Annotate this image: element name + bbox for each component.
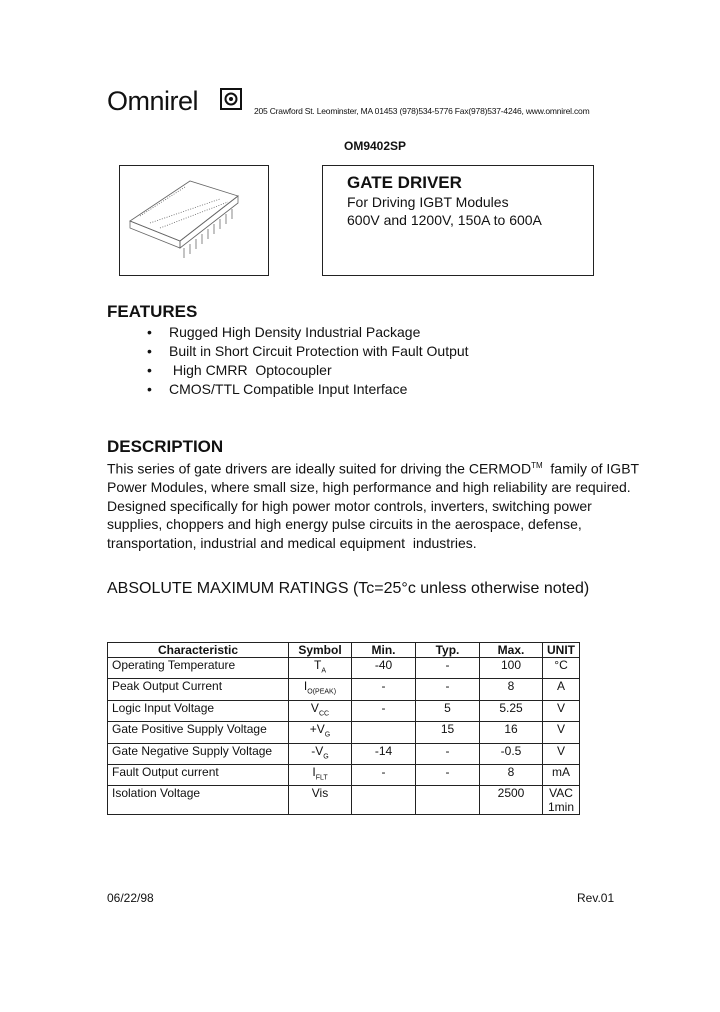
company-address: 205 Crawford St. Leominster, MA 01453 (978)534-5776 Fax(978)537-4246, www.omnirel.com	[254, 106, 590, 116]
omnirel-logo-icon	[220, 88, 242, 110]
column-header: Min.	[352, 643, 416, 658]
symbol-subscript: G	[323, 752, 329, 760]
characteristic-cell: Peak Output Current	[108, 679, 289, 700]
max-cell: 5.25	[480, 700, 543, 721]
max-cell: 8	[480, 679, 543, 700]
symbol-main: I	[312, 764, 316, 779]
symbol-subscript: FLT	[315, 774, 328, 782]
table-row	[108, 786, 580, 815]
product-subtitle-line1: For Driving IGBT Modules	[347, 194, 509, 210]
features-heading: FEATURES	[107, 302, 198, 321]
symbol-subscript: O(PEAK)	[307, 688, 337, 696]
table-row	[108, 722, 580, 743]
max-cell: -0.5	[480, 743, 543, 764]
description-paragraph	[107, 457, 647, 552]
symbol-main: -V	[311, 743, 324, 758]
characteristic-cell: Gate Positive Supply Voltage	[108, 722, 289, 743]
bullet: •	[147, 324, 152, 340]
feature-text: CMOS/TTL Compatible Input Interface	[169, 381, 408, 397]
typ-cell	[416, 786, 480, 815]
bullet: •	[147, 343, 152, 359]
document-date: 06/22/98	[107, 891, 154, 905]
symbol-cell	[289, 700, 352, 721]
description-text-start: This series of gate drivers are ideally suited for driving the CERMOD	[107, 460, 532, 477]
max-cell: 2500	[480, 786, 543, 815]
symbol-cell	[289, 722, 352, 743]
min-cell: -	[352, 679, 416, 700]
min-cell: -	[352, 764, 416, 785]
feature-text: Rugged High Density Industrial Package	[169, 324, 421, 340]
description-heading: DESCRIPTION	[107, 437, 224, 456]
feature-text: Built in Short Circuit Protection with Fault Output	[169, 343, 469, 359]
typ-cell: 5	[416, 700, 480, 721]
table-row	[108, 764, 580, 785]
characteristic-cell: Logic Input Voltage	[108, 700, 289, 721]
symbol-main: I	[303, 679, 308, 694]
unit-cell: V	[543, 743, 580, 764]
max-cell: 16	[480, 722, 543, 743]
typ-cell: -	[416, 658, 480, 679]
max-cell: 8	[480, 764, 543, 785]
typ-cell: -	[416, 764, 480, 785]
characteristic-cell: Isolation Voltage	[108, 786, 289, 815]
symbol-cell	[289, 679, 352, 700]
bullet: •	[147, 362, 152, 378]
characteristic-cell: Fault Output current	[108, 764, 289, 785]
symbol-cell	[289, 764, 352, 785]
description-text-end: family of IGBT Power Modules, where small size, high performance and high reliability are required. Designed specifically for high power motor controls, inverters, switching power supplies, choppers and high energy pulse circuits in the aerospace, defense, transportation, industrial and medical equipment industries.	[107, 460, 643, 551]
min-cell: -40	[352, 658, 416, 679]
column-header: Symbol	[289, 643, 352, 658]
min-cell: -14	[352, 743, 416, 764]
feature-item	[147, 380, 469, 399]
column-header: Max.	[480, 643, 543, 658]
table-row	[108, 700, 580, 721]
symbol-subscript: CC	[318, 710, 330, 718]
feature-text: High CMRR Optocoupler	[169, 362, 332, 378]
unit-cell: V	[543, 700, 580, 721]
unit-cell: V	[543, 722, 580, 743]
min-cell	[352, 722, 416, 743]
min-cell: -	[352, 700, 416, 721]
symbol-main: +V	[309, 722, 325, 737]
unit-cell: mA	[543, 764, 580, 785]
feature-item	[147, 323, 469, 342]
symbol-cell	[289, 786, 352, 815]
typ-cell: -	[416, 679, 480, 700]
feature-item	[147, 342, 469, 361]
ratings-heading: ABSOLUTE MAXIMUM RATINGS (Tc=25°c unless otherwise noted)	[107, 580, 590, 597]
unit-cell: °C	[543, 658, 580, 679]
symbol-main: V	[310, 700, 319, 715]
product-title: GATE DRIVER	[347, 173, 462, 192]
unit-cell: A	[543, 679, 580, 700]
typ-cell: 15	[416, 722, 480, 743]
product-subtitle-line2: 600V and 1200V, 150A to 600A	[347, 212, 542, 228]
module-package-illustration	[120, 166, 268, 275]
table-header-row	[108, 643, 580, 658]
unit-cell: VAC 1min	[543, 786, 580, 815]
product-title-box	[322, 165, 594, 276]
symbol-main: Vis	[311, 786, 329, 801]
trademark-mark: TM	[531, 461, 543, 470]
company-logo-text: Omnirel	[107, 86, 199, 116]
table-row	[108, 743, 580, 764]
features-list	[147, 323, 469, 399]
ratings-table	[107, 642, 580, 815]
table-row	[108, 658, 580, 679]
symbol-subscript: G	[324, 731, 331, 739]
max-cell: 100	[480, 658, 543, 679]
symbol-cell	[289, 658, 352, 679]
table-row	[108, 679, 580, 700]
bullet: •	[147, 381, 152, 397]
min-cell	[352, 786, 416, 815]
document-revision: Rev.01	[577, 891, 615, 905]
product-image-box	[119, 165, 269, 276]
feature-item	[147, 361, 469, 380]
column-header: Typ.	[416, 643, 480, 658]
symbol-subscript: A	[321, 667, 326, 675]
symbol-cell	[289, 743, 352, 764]
symbol-main: T	[313, 658, 322, 672]
part-number: OM9402SP	[344, 139, 407, 153]
characteristic-cell: Gate Negative Supply Voltage	[108, 743, 289, 764]
column-header: UNIT	[543, 643, 580, 658]
typ-cell: -	[416, 743, 480, 764]
column-header: Characteristic	[108, 643, 289, 658]
characteristic-cell: Operating Temperature	[108, 658, 289, 679]
